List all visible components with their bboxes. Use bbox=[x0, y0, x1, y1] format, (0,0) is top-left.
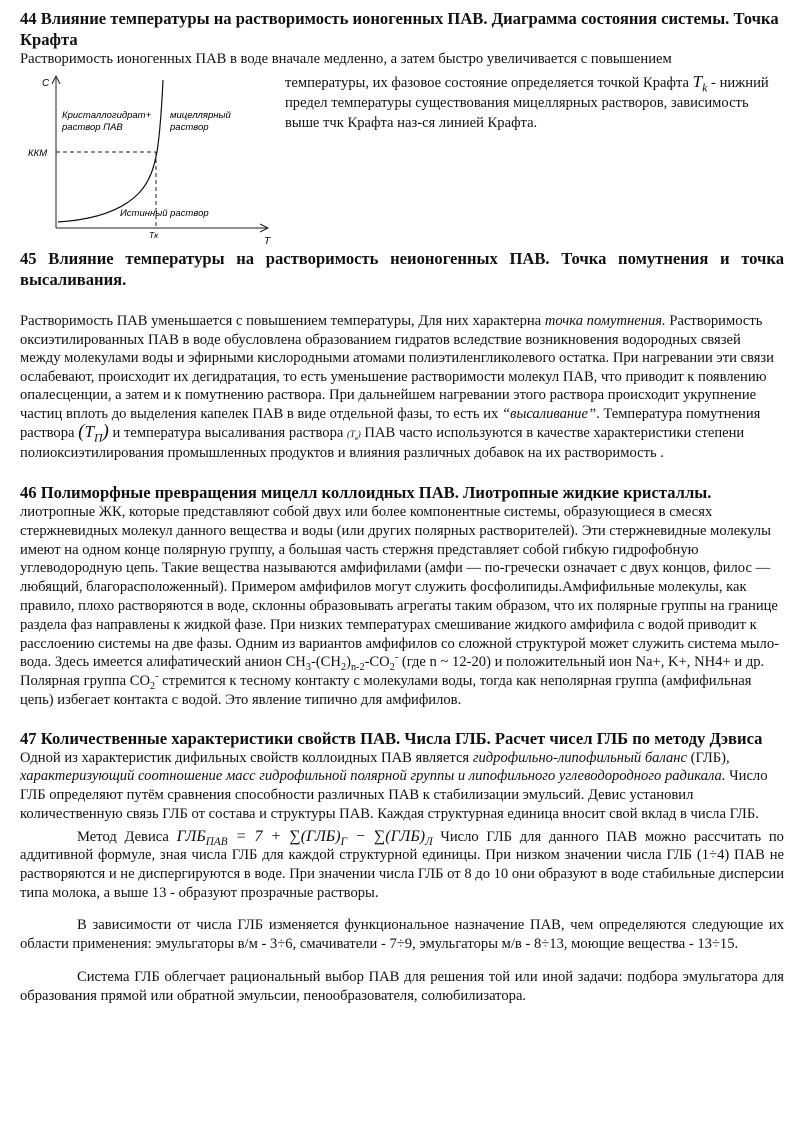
region-bottom-label: Истинный раствор bbox=[120, 208, 209, 219]
krafft-diagram bbox=[20, 72, 282, 247]
s47-text-2: (ГЛБ), bbox=[687, 749, 730, 766]
cloud-point-symbol-t: T bbox=[84, 422, 94, 441]
page bbox=[20, 8, 784, 1005]
region-right-label-1: мицеллярный bbox=[170, 110, 231, 121]
formula-sub-l: Л bbox=[425, 835, 433, 848]
formula-sum-g: = 7 + ∑(ГЛБ) bbox=[227, 827, 341, 845]
s46-paren: ) bbox=[346, 654, 351, 671]
side-text-1: температуры, их фазовое состояние определяется точкой Крафта bbox=[285, 75, 689, 91]
s46-sup-minus: - bbox=[394, 652, 399, 664]
region-left-label-1: Кристаллогидрат+ bbox=[62, 110, 152, 121]
section-47-p3: В зависимости от числа ГЛБ изменяется функциональное назначение ПАВ, чем определяются следующие их области применения: эмульгаторы в/м - 3÷6, смачиватели - 7÷9, эмульгаторы м/в - 8÷13, моющие вещества - 13÷15. bbox=[20, 917, 784, 953]
s46-text-3: -CO bbox=[364, 654, 390, 671]
davis-formula bbox=[176, 827, 433, 848]
x-axis-label: T bbox=[264, 236, 271, 247]
region-right-label-2: раствор bbox=[170, 122, 209, 133]
section-45-title: 45 Влияние температуры на растворимость неионогенных ПАВ. Точка помутнения и точка высаливания. bbox=[20, 249, 784, 289]
s47-text-4: Число ГЛБ для данного ПАВ можно рассчитать по аддитивной формуле, зная числа ГЛБ для каждой структурной единицы. При низком значении числа ГЛБ (1÷4) ПАВ не растворяются и не диспергируются в воде. При значении числа ГЛБ от 8 до 10 они образуют в воде стабильные дисперсии типа молока, а выше 13 - образуют прозрачные растворы. bbox=[20, 828, 785, 901]
salting-out-symbol-t: T bbox=[350, 429, 356, 439]
s46-sub-2: 2 bbox=[340, 662, 347, 674]
section-47-title: 47 Количественные характеристики свойств ПАВ. Числа ГЛБ. Расчет чисел ГЛБ по методу Дэвиса bbox=[20, 728, 763, 748]
side-text-2: - нижний предел температуры существования мицеллярных растворов, зависимость выше тчк Крафта наз-ся линией Крафта. bbox=[285, 75, 769, 131]
section-46-title: 46 Полиморфные превращения мицелл коллоидных ПАВ. Лиотропные жидкие кристаллы. bbox=[20, 483, 712, 502]
s46-sub-3: 3 bbox=[305, 662, 311, 674]
s45-text-1: Растворимость ПАВ уменьшается с повышением температуры, Для них характерна bbox=[20, 313, 545, 329]
formula-sub-g: Г bbox=[340, 835, 347, 848]
krafft-tick-label: Tк bbox=[149, 230, 159, 240]
s47-text-1: Одной из характеристик дифильных свойств коллоидных ПАВ является bbox=[20, 749, 473, 766]
s45-text-2: Растворимость оксиэтилированных ПАВ в воде обусловлена образованием гидратов вследствие возникновения водородных связей между молекулами воды и эфирными кислородными атомами полиэтиленгликолевого остатка. При нагревании эти связи ослабевают, происходит их дегидратация, то есть уменьшение растворимости молекул ПАВ, что приводит к появлению опалесценции, а затем и к помутнению раствора. При дальнейшем нагревании этого раствора происходит укрупнение частиц вплоть до выделения капелек ПАВ в виде отдельной фазы, то есть их bbox=[20, 313, 774, 422]
s46-text-4: (где n ~ 12-20) и положительный ион Na+, K+, NH4+ и др. Полярная группа CO bbox=[20, 654, 765, 690]
ccm-label: ККМ bbox=[28, 148, 48, 159]
section-46-body bbox=[20, 503, 784, 710]
section-44-title: 44 Влияние температуры на растворимость ионогенных ПАВ. Диаграмма состояния системы. Точка Крафта bbox=[20, 9, 779, 49]
s45-text-4: и температура высаливания раствора bbox=[108, 425, 347, 441]
s46-text-1: лиотропные ЖК, которые представляют собой двух или более компонентные системы, образующиеся в смесях стержневидных молекул данного вещества и воды (или других полярных растворителей). Эти стержневидные молекулы имеют на одном конце полярную группу, а большая часть стержня представляет собой гибкую гидрофобную углеводородную цепь. Такие вещества называются амфифилами (амфи — по-гречески означает с двух концов, филос — любящий, благорасположенный). Примером амфифилов могут служить фосфолипиды.Амфифильные молекулы, как правило, плохо растворяются в воде, склонны образовывать агрегаты таким образом, что их полярные группы на границе раздела фаз направлены к жидкой фазе. При низких температурах смешивание жидкого амфифила с водой приводит к расслоению системы на две фазы. Одним из вариантов амфифилов со сложной структурой может служить система мыло-вода. Здесь имеется алифатический анион CH bbox=[20, 504, 779, 671]
s45-cloud-point-term: точка помутнения. bbox=[544, 313, 666, 329]
krafft-symbol-sub: k bbox=[702, 80, 708, 95]
section-45 bbox=[20, 248, 784, 462]
section-47-p2 bbox=[20, 828, 784, 903]
s46-text-2: -(CH bbox=[310, 654, 341, 671]
s45-text-5: ПАВ часто используются в качестве характеристики степени полиоксиэтилирования промышленных продуктов и влияния различных добавок на их растворимость . bbox=[20, 425, 745, 461]
section-46 bbox=[20, 482, 784, 710]
formula-sum-l: − ∑(ГЛБ) bbox=[346, 827, 426, 845]
cloud-point-symbol: $(T_П)$ bbox=[78, 421, 109, 445]
s47-hlb-term: гидрофильно-липофильный баланс bbox=[472, 749, 688, 766]
s46-sub-2b: 2 bbox=[389, 662, 395, 674]
s46-sub-2c: 2 bbox=[150, 681, 156, 693]
formula-lhs: ГЛБ bbox=[176, 827, 206, 845]
section-44 bbox=[20, 8, 784, 247]
s46-sup-minus-2: - bbox=[155, 671, 159, 683]
s47-text-3: Число ГЛБ определяют путём сравнения способности различных ПАВ к стабилизации эмульсий. Девис установил количественную связь ГЛБ от состава и структуры ПАВ. Каждая структурная единица вносит свой вклад в числа ГЛБ. bbox=[20, 768, 768, 822]
krafft-line bbox=[157, 80, 163, 152]
region-left-label-2: раствор ПАВ bbox=[62, 122, 123, 133]
s47-hlb-definition: характеризующий соотношение масс гидрофильной полярной группы и липофильного углеводородного радикала. bbox=[20, 768, 726, 785]
s45-text-3: . Температура помутнения раствора bbox=[20, 405, 761, 441]
section-44-side-text bbox=[285, 72, 785, 133]
s47-method-lead: Метод Девиса bbox=[77, 828, 177, 845]
section-44-intro: Растворимость ионогенных ПАВ в воде вначале медленно, а затем быстро увеличивается с повышением bbox=[20, 51, 672, 67]
section-47 bbox=[20, 728, 784, 1005]
s45-salting-out-term: “высаливание” bbox=[502, 405, 597, 422]
formula-lhs-sub: ПАВ bbox=[205, 835, 228, 848]
section-45-body bbox=[20, 312, 784, 462]
s46-sub-n2: n-2 bbox=[350, 662, 365, 674]
salting-out-symbol-sub: в bbox=[355, 434, 358, 442]
s46-text-5: стремится к тесному контакту с молекулами воды, тогда как неполярная группа (амфифильная цепь) избегает контакта с водой. Это явление типично для амфифилов. bbox=[20, 673, 752, 708]
y-axis-label: C bbox=[42, 78, 50, 89]
section-47-p1 bbox=[20, 749, 784, 824]
krafft-symbol-t: T bbox=[692, 72, 703, 91]
cloud-point-symbol-sub: П bbox=[93, 430, 103, 445]
krafft-symbol bbox=[692, 72, 708, 95]
section-47-p4: Система ГЛБ облегчает рациональный выбор ПАВ для решения той или иной задачи: подбора эмульгатора для образования прямой или обратной эмульсии, пенообразователя, солюбилизатора. bbox=[20, 968, 784, 1004]
salting-out-symbol: $(T_в)$ bbox=[347, 429, 361, 442]
